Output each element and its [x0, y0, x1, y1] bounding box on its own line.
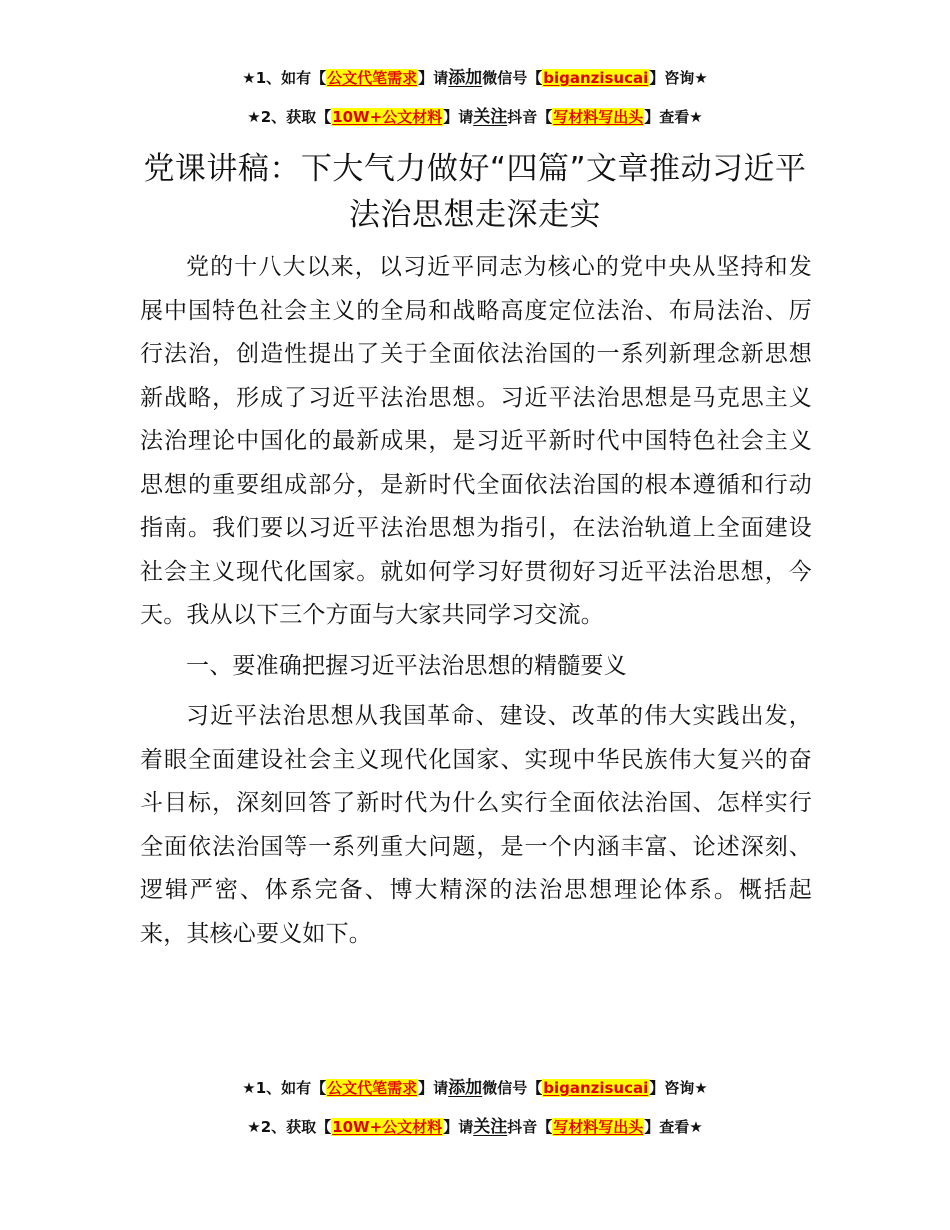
- banner-text: ★2、获取【: [247, 108, 332, 126]
- banner-text: 抖音【: [507, 1118, 553, 1136]
- banner-emphasis: 关注: [473, 1117, 508, 1137]
- banner-bottom-line-2: [0, 1115, 950, 1139]
- banner-text: 】请: [418, 1079, 449, 1097]
- document-title: 党课讲稿：下大气力做好“四篇”文章推动习近平法治思想走深走实: [143, 151, 807, 233]
- banner-douyin-id: 写材料写出头: [553, 1118, 644, 1136]
- banner-text: 】请: [418, 69, 449, 87]
- banner-text: 】请: [443, 1118, 474, 1136]
- banner-bottom-line-1: [0, 1076, 950, 1100]
- banner-text: 】查看★: [644, 108, 703, 126]
- banner-emphasis: 关注: [473, 107, 508, 127]
- banner-text: ★1、如有【: [242, 1079, 327, 1097]
- section-heading-1: 一、要准确把握习近平法治思想的精髓要义: [186, 652, 627, 679]
- banner-wechat-id: biganzisucai: [543, 69, 649, 87]
- banner-text: 微信号【: [482, 69, 543, 87]
- banner-text: ★2、获取【: [247, 1118, 332, 1136]
- banner-text: 】咨询★: [649, 69, 708, 87]
- banner-text: 】查看★: [644, 1118, 703, 1136]
- banner-text: 】咨询★: [649, 1079, 708, 1097]
- banner-emphasis: 添加: [448, 1078, 483, 1098]
- banner-text: ★1、如有【: [242, 69, 327, 87]
- banner-top-line-1: [0, 66, 950, 90]
- document-body: [140, 246, 812, 963]
- banner-douyin-id: 写材料写出头: [553, 108, 644, 126]
- banner-highlight: 10W+公文材料: [332, 1118, 443, 1136]
- banner-text: 微信号【: [482, 1079, 543, 1097]
- banner-top-line-2: [0, 105, 950, 129]
- banner-emphasis: 添加: [448, 68, 483, 88]
- paragraph-section-1: 习近平法治思想从我国革命、建设、改革的伟大实践出发，着眼全面建设社会主义现代化国家、实现中华民族伟大复兴的奋斗目标，深刻回答了新时代为什么实行全面依法治国、怎样实行全面依法治国等一系列重大问题，是一个内涵丰富、论述深刻、逻辑严密、体系完备、博大精深的法治思想理论体系。概括起来，其核心要义如下。: [140, 703, 812, 947]
- banner-highlight: 10W+公文材料: [332, 108, 443, 126]
- banner-text: 抖音【: [507, 108, 553, 126]
- banner-highlight: 公文代笔需求: [327, 1079, 418, 1097]
- banner-wechat-id: biganzisucai: [543, 1079, 649, 1097]
- banner-highlight: 公文代笔需求: [327, 69, 418, 87]
- banner-text: 】请: [443, 108, 474, 126]
- paragraph-intro: 党的十八大以来，以习近平同志为核心的党中央从坚持和发展中国特色社会主义的全局和战略高度定位法治、布局法治、厉行法治，创造性提出了关于全面依法治国的一系列新理念新思想新战略，形成了习近平法治思想。习近平法治思想是马克思主义法治理论中国化的最新成果，是习近平新时代中国特色社会主义思想的重要组成部分，是新时代全面依法治国的根本遵循和行动指南。我们要以习近平法治思想为指引，在法治轨道上全面建设社会主义现代化国家。就如何学习好贯彻好习近平法治思想，今天。我从以下三个方面与大家共同学习交流。: [140, 254, 812, 628]
